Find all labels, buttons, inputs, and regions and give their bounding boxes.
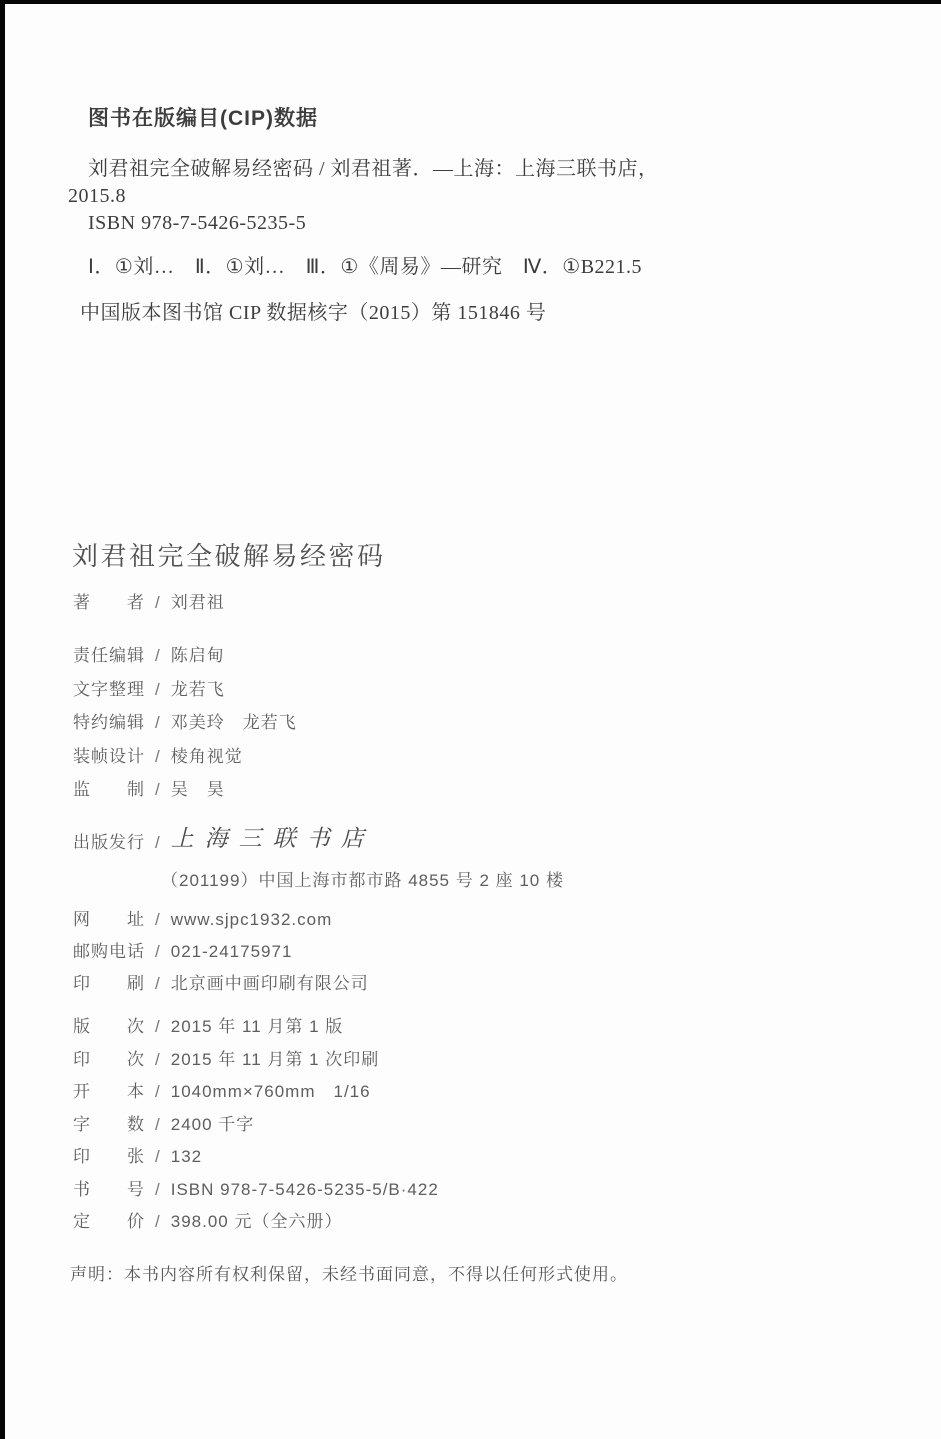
field-label-website: 网 址 [73, 910, 145, 929]
field-label-word-count: 字 数 [73, 1114, 145, 1134]
publisher-group [73, 822, 564, 1001]
field-value-printing: 2015 年 11 月第 1 次印刷 [170, 1049, 380, 1069]
slash-separator: / [155, 1114, 161, 1134]
colophon-row-format [73, 1077, 439, 1110]
slash-separator: / [155, 780, 161, 799]
publisher-signature: 上海三联书店 [170, 826, 375, 852]
staff-credits-group [73, 641, 297, 809]
colophon-row-sheets [73, 1142, 439, 1175]
colophon-row-printing [73, 1045, 439, 1078]
slash-separator: / [155, 593, 161, 612]
colophon-row-edition [73, 1012, 439, 1045]
slash-separator: / [155, 833, 161, 852]
field-value-book-number: ISBN 978-7-5426-5235-5/B·422 [170, 1179, 439, 1199]
slash-separator: / [155, 746, 161, 766]
field-value-mail-order-phone: 021-24175971 [170, 942, 293, 961]
colophon-row-website [73, 905, 564, 937]
colophon-row-book-number [73, 1175, 439, 1208]
colophon-row-publisher [73, 822, 564, 866]
field-label-supervisor: 监 制 [73, 780, 145, 799]
field-label-edition: 版 次 [73, 1017, 145, 1036]
rights-statement: 声明：本书内容所有权利保留，未经书面同意，不得以任何形式使用。 [70, 1265, 628, 1284]
cip-heading: 图书在版编目(CIP)数据 [88, 107, 318, 130]
slash-separator: / [155, 1179, 161, 1199]
slash-separator: / [155, 1212, 161, 1231]
field-label-format: 开 本 [73, 1082, 145, 1101]
field-value-author: 刘君祖 [170, 593, 225, 612]
cip-block [68, 102, 911, 327]
cip-classification-line: Ⅰ．①刘… Ⅱ．①刘… Ⅲ．①《周易》—研究 Ⅳ．①B221.5 [88, 256, 643, 278]
field-value-editor: 陈启甸 [170, 646, 225, 665]
colophon-row-design [73, 742, 297, 776]
colophon-row-mail-order-phone [73, 937, 564, 969]
field-value-special-editor: 邓美玲 龙若飞 [170, 713, 297, 732]
slash-separator: / [155, 942, 161, 961]
field-value-format: 1040mm×760mm 1/16 [170, 1082, 371, 1101]
slash-separator: / [155, 910, 161, 929]
slash-separator: / [155, 1082, 161, 1101]
colophon-row-price [73, 1207, 439, 1240]
field-label-printing: 印 次 [73, 1049, 145, 1069]
colophon-row-special-editor [73, 708, 297, 742]
colophon-row-printer [73, 969, 564, 1001]
book-title: 刘君祖完全破解易经密码 [72, 541, 386, 571]
field-label-design: 装帧设计 [73, 746, 145, 766]
field-label-book-number: 书 号 [73, 1179, 145, 1199]
colophon-row-editor [73, 641, 297, 675]
scan-edge-left [0, 0, 5, 1439]
publisher-address: （201199）中国上海市都市路 4855 号 2 座 10 楼 [161, 871, 564, 890]
field-label-mail-order-phone: 邮购电话 [73, 942, 145, 961]
field-value-word-count: 2400 千字 [170, 1114, 255, 1134]
field-label-special-editor: 特约编辑 [73, 713, 145, 732]
colophon-row-text-arranger [73, 675, 297, 709]
slash-separator: / [155, 1017, 161, 1036]
colophon-row-supervisor [73, 775, 297, 809]
field-value-printer: 北京画中画印刷有限公司 [170, 974, 369, 993]
slash-separator: / [155, 713, 161, 732]
field-label-publisher: 出版发行 [73, 833, 145, 852]
slash-separator: / [155, 679, 161, 699]
cip-isbn-line: ISBN 978-7-5426-5235-5 [88, 212, 307, 234]
cip-bibliographic-line: 刘君祖完全破解易经密码 / 刘君祖著．—上海：上海三联书店， [88, 158, 659, 180]
cip-year-line: 2015.8 [68, 185, 126, 207]
slash-separator: / [155, 646, 161, 665]
slash-separator: / [155, 1147, 161, 1166]
edition-details-group [73, 1012, 439, 1240]
field-value-price: 398.00 元（全六册） [170, 1212, 343, 1231]
field-label-sheets: 印 张 [73, 1147, 145, 1166]
field-label-editor: 责任编辑 [73, 646, 145, 665]
colophon-row-word-count [73, 1110, 439, 1143]
field-value-supervisor: 吴 昊 [170, 780, 225, 799]
slash-separator: / [155, 1049, 161, 1069]
field-value-design: 棱角视觉 [170, 746, 243, 766]
field-value-edition: 2015 年 11 月第 1 版 [170, 1017, 344, 1036]
slash-separator: / [155, 974, 161, 993]
field-value-text-arranger: 龙若飞 [170, 679, 225, 699]
scan-edge-top [0, 0, 941, 4]
field-label-author: 著 者 [73, 593, 145, 612]
field-label-printer: 印 刷 [73, 974, 145, 993]
cip-registration-line: 中国版本图书馆 CIP 数据核字（2015）第 151846 号 [80, 302, 547, 324]
field-value-website: www.sjpc1932.com [170, 910, 333, 929]
field-label-text-arranger: 文字整理 [73, 679, 145, 699]
field-label-price: 定 价 [73, 1212, 145, 1231]
colophon-row-author [73, 588, 225, 613]
field-value-sheets: 132 [170, 1147, 203, 1166]
